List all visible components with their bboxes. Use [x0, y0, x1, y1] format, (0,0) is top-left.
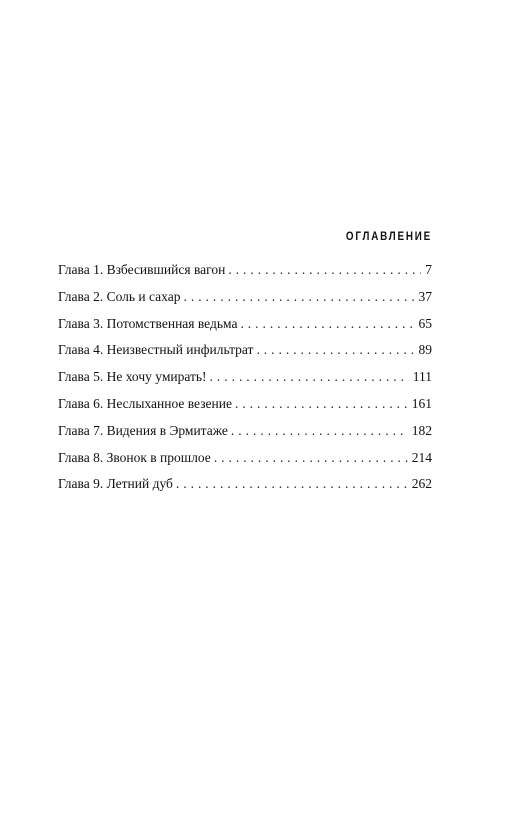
toc-entry-title: Глава 3. Потомственная ведьма [58, 315, 238, 331]
toc-entry-title: Глава 6. Неслыханное везение [58, 395, 232, 411]
toc-list [58, 259, 432, 500]
toc-entry-page: 182 [411, 422, 432, 438]
toc-entry-page: 7 [425, 262, 432, 277]
toc-entry-page: 89 [418, 342, 432, 358]
toc-entry-6[interactable] [58, 393, 432, 420]
toc-entry-page: 262 [411, 476, 432, 492]
toc-entry-page: 214 [411, 449, 432, 465]
toc-heading: ОГЛАВЛЕНИЕ [345, 229, 432, 243]
dot-leader [210, 366, 409, 388]
toc-entry-page: 37 [418, 288, 432, 304]
toc-entry-title: Глава 1. Взбесившийся вагон [58, 262, 226, 277]
toc-entry-page: 65 [418, 315, 432, 331]
dot-leader [256, 339, 414, 361]
toc-entry-title: Глава 8. Звонок в прошлое [58, 449, 211, 465]
dot-leader [240, 313, 414, 335]
dot-leader [176, 473, 408, 495]
toc-entry-title: Глава 7. Видения в Эрмитаже [58, 422, 228, 438]
toc-entry-4[interactable] [58, 339, 432, 366]
toc-entry-page: 161 [411, 395, 432, 411]
toc-entry-2[interactable] [58, 286, 432, 313]
toc-entry-title: Глава 9. Летний дуб [58, 476, 173, 492]
dot-leader [231, 420, 408, 442]
toc-entry-7[interactable] [58, 420, 432, 447]
toc-entry-1[interactable] [58, 259, 432, 286]
toc-entry-title: Глава 2. Соль и сахар [58, 288, 181, 304]
dot-leader [214, 447, 408, 469]
toc-entry-8[interactable] [58, 447, 432, 474]
dot-leader [235, 393, 408, 415]
toc-entry-3[interactable] [58, 313, 432, 340]
dot-leader [228, 259, 421, 281]
toc-entry-title: Глава 4. Неизвестный инфильтрат [58, 342, 254, 358]
toc-entry-9[interactable] [58, 473, 432, 500]
toc-entry-5[interactable] [58, 366, 432, 393]
toc-entry-page: 111 [412, 369, 432, 385]
toc-entry-title: Глава 5. Не хочу умирать! [58, 369, 207, 385]
dot-leader [184, 286, 415, 308]
